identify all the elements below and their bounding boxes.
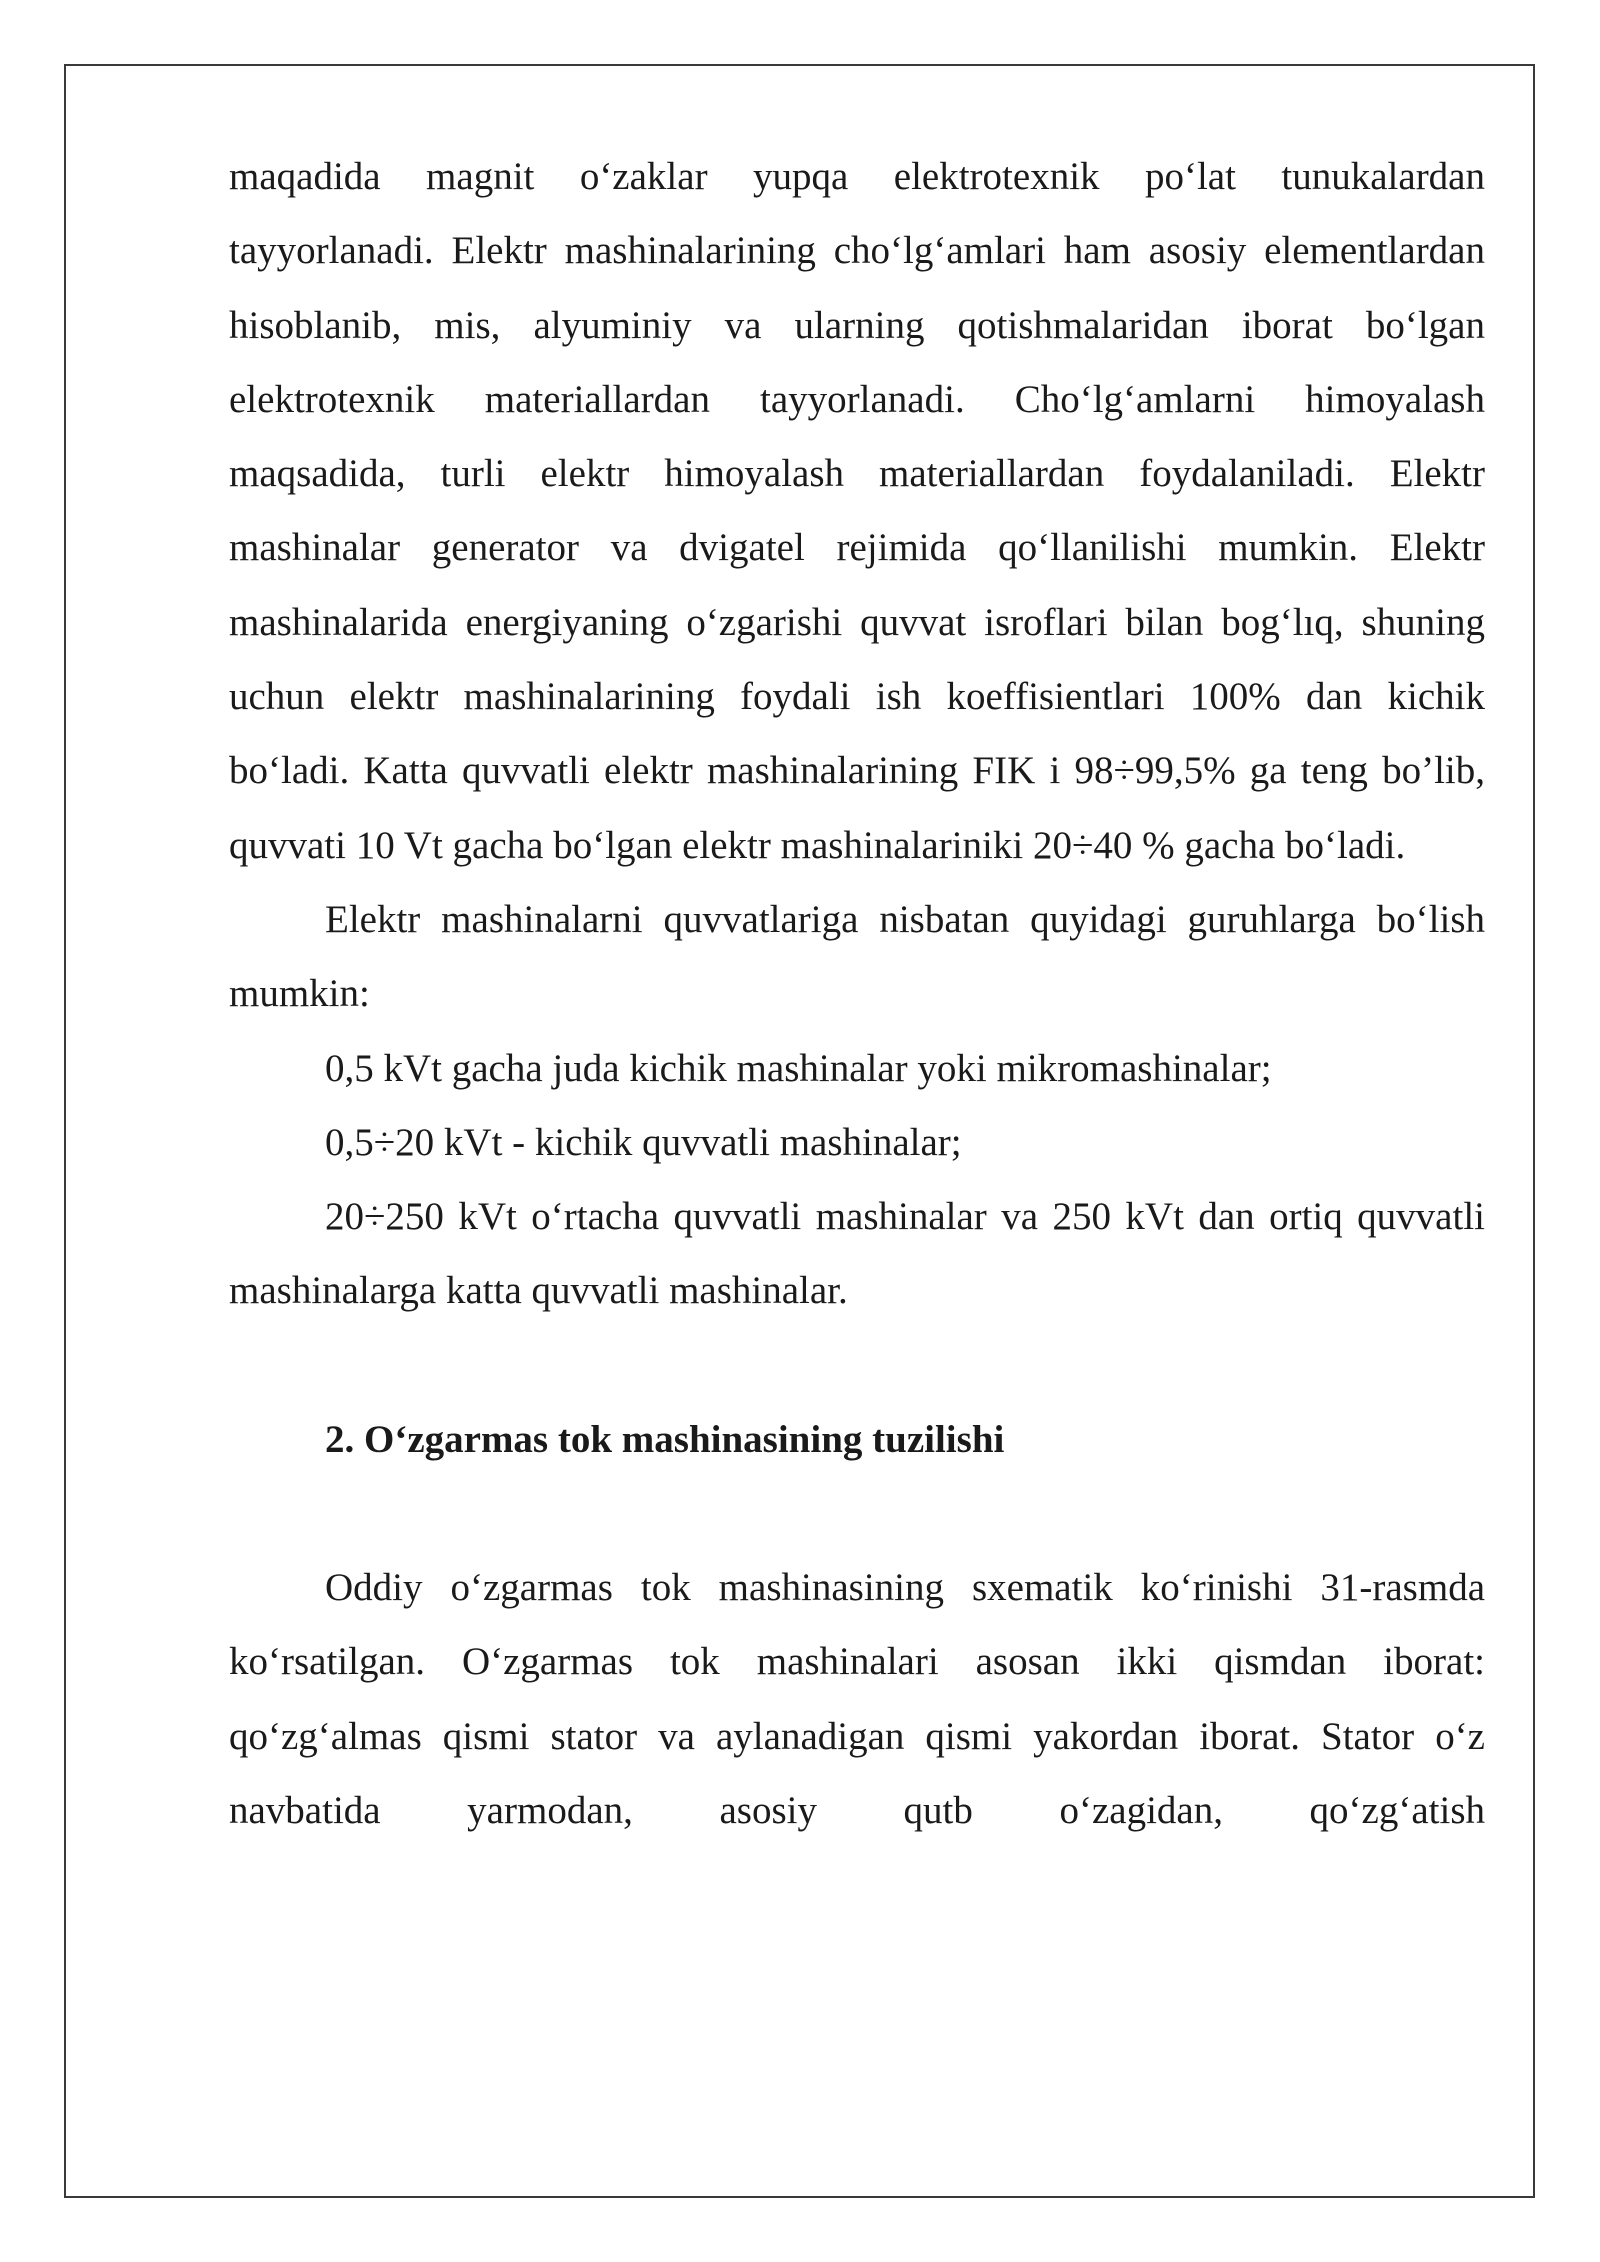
paragraph-electrical-machines-materials: maqadida magnit o‘zaklar yupqa elektrotexnik po‘lat tunukalardan tayyorlanadi. Elektr mashinalarining cho‘lg‘amlari ham asosiy elementlardan hisoblanib, mis, alyuminiy va ularning qotishmalaridan iborat bo‘lgan elektrotexnik materiallardan tayyorlanadi. Cho‘lg‘amlarni himoyalash maqsadida, turli elektr himoyalash materiallardan foydalaniladi. Elektr mashinalar generator va dvigatel rejimida qo‘llanilishi mumkin. Elektr mashinalarida energiyaning o‘zgarishi quvvat isroflari bilan bog‘lıq, shuning uchun elektr mashinalarining foydali ish koeffisientlari 100% dan kichik bo‘ladi. Katta quvvatli elektr mashinalarining FIK i 98÷99,5% ga teng bo’lib, quvvati 10 Vt gacha bo‘lgan elektr mashinalariniki 20÷40 % gacha bo‘ladi.: [229, 155, 1485, 867]
list-item-low-power: 0,5÷20 kVt - kichik quvvatli mashinalar;: [325, 1120, 962, 1164]
section-heading: 2. O‘zgarmas tok mashinasining tuzilishi: [325, 1417, 1005, 1461]
document-body: [229, 140, 1485, 1848]
list-item-micromachines: 0,5 kVt gacha juda kichik mashinalar yoki mikromashinalar;: [325, 1046, 1272, 1090]
paragraph-power-groups-intro: Elektr mashinalarni quvvatlariga nisbatan quyidagi guruhlarga bo‘lish mumkin:: [229, 897, 1485, 1016]
list-item-medium-high-power: 20÷250 kVt o‘rtacha quvvatli mashinalar va 250 kVt dan ortiq quvvatli mashinalarga katta quvvatli mashinalar.: [229, 1195, 1485, 1313]
paragraph-dc-machine-structure: Oddiy o‘zgarmas tok mashinasining sxematik ko‘rinishi 31-rasmda ko‘rsatilgan. O‘zgarmas tok mashinalari asosan ikki qismdan iborat: qo‘zg‘almas qismi stator va aylanadigan qismi yakordan iborat. Stator o‘z navbatida yarmodan, asosiy qutb o‘zagidan, qo‘zg‘atish: [229, 1566, 1485, 1832]
